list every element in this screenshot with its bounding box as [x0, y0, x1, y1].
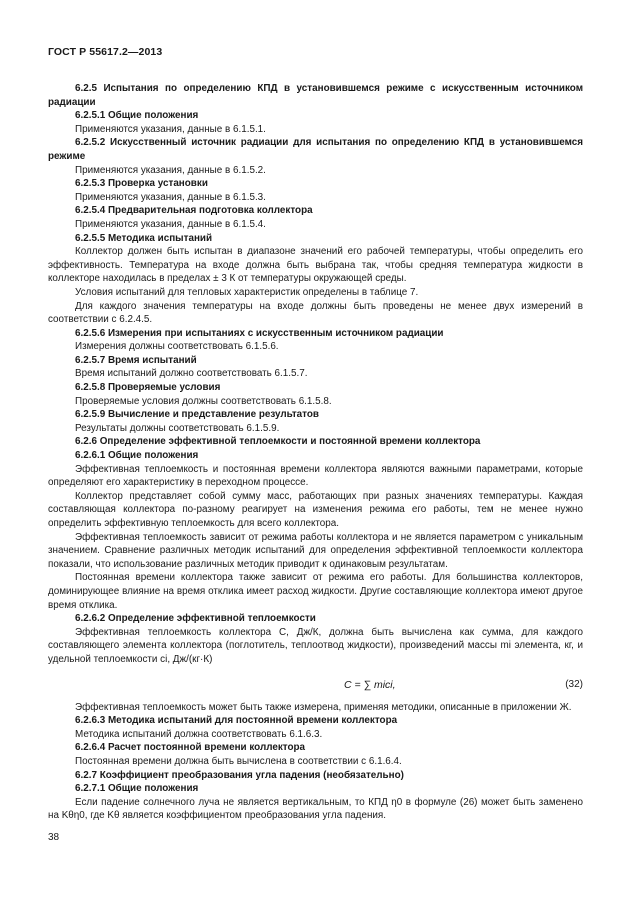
document-page	[48, 46, 583, 823]
formula-expression: C = ∑ mici,	[344, 678, 396, 691]
body-paragraph: Применяются указания, данные в 6.1.5.4.	[75, 218, 266, 230]
body-paragraph: Эффективная теплоемкость может быть также измерена, применяя методики, описанные в приложении Ж.	[75, 701, 572, 713]
section-heading: 6.2.6.3 Методика испытаний для постоянной времени коллектора	[75, 715, 398, 727]
section-heading: 6.2.6 Определение эффективной теплоемкости и постоянной времени коллектора	[75, 436, 481, 448]
body-paragraph: Методика испытаний должна соответствовать 6.1.6.3.	[75, 728, 323, 740]
body-paragraph: Коллектор представляет собой сумму масс, работающих при разных значениях температуры. Каждая составляющая коллектора по-разному реагирует на изменения режима его работы, тем не менее нужно определить эффективную теплоемкость для всего коллектора.	[48, 490, 583, 529]
body-paragraph: Применяются указания, данные в 6.1.5.3.	[75, 191, 266, 203]
body-paragraph: Результаты должны соответствовать 6.1.5.9.	[75, 422, 280, 434]
body-paragraph: Эффективная теплоемкость и постоянная времени коллектора являются важными параметрами, которые определяют его характеристику в переходном процессе.	[48, 463, 583, 489]
section-heading: 6.2.7 Коэффициент преобразования угла падения (необязательно)	[75, 769, 404, 781]
section-heading: 6.2.6.1 Общие положения	[75, 450, 199, 462]
document-header: ГОСТ Р 55617.2—2013	[48, 46, 163, 58]
section-heading: 6.2.5.7 Время испытаний	[75, 354, 197, 366]
section-heading: 6.2.7.1 Общие положения	[75, 783, 199, 795]
page-number: 38	[48, 832, 60, 843]
section-heading: 6.2.5.2 Искусственный источник радиации для испытания по определению КПД в установившемся режиме	[48, 137, 583, 162]
section-heading: 6.2.6.4 Расчет постоянной времени коллектора	[75, 742, 306, 754]
content-section-after-formula	[48, 701, 583, 823]
body-paragraph: Постоянная времени должна быть вычислена в соответствии с 6.1.6.4.	[75, 755, 402, 767]
body-paragraph: Если падение солнечного луча не является вертикальным, то КПД η0 в формуле (26) может быть заменено на Kθη0, где Kθ является коэффициентом преобразования угла падения.	[48, 796, 583, 822]
body-paragraph: Проверяемые условия должны соответствовать 6.1.5.8.	[75, 395, 332, 407]
section-heading: 6.2.5.5 Методика испытаний	[75, 232, 213, 244]
body-paragraph: Условия испытаний для тепловых характеристик определены в таблице 7.	[75, 286, 419, 298]
section-heading: 6.2.5.4 Предварительная подготовка коллектора	[75, 205, 313, 217]
section-heading: 6.2.5.3 Проверка установки	[75, 178, 208, 190]
section-heading: 6.2.5.9 Вычисление и представление результатов	[75, 409, 319, 421]
section-heading: 6.2.6.2 Определение эффективной теплоемкости	[75, 613, 316, 625]
body-paragraph: Постоянная времени коллектора также зависит от режима его работы. Для большинства коллекторов, доминирующее влияние на время отклика имеет расход жидкости. Другие составляющие коллектора имеют другое время отклика.	[48, 572, 583, 611]
section-heading: 6.2.5.6 Измерения при испытаниях с искусственным источником радиации	[75, 327, 444, 339]
section-heading: 6.2.5.1 Общие положения	[75, 110, 199, 122]
formula-block	[48, 671, 583, 701]
section-heading: 6.2.5 Испытания по определению КПД в установившемся режиме с искусственным источником радиации	[48, 83, 583, 108]
body-paragraph: Коллектор должен быть испытан в диапазоне значений его рабочей температуры, чтобы определить его эффективность. Температура на входе должна быть выбрана так, чтобы средняя температура жидкости в коллекторе находилась в пределах ± 3 К от температуры окружающей среды.	[48, 246, 583, 285]
body-paragraph: Время испытаний должно соответствовать 6.1.5.7.	[75, 368, 308, 380]
body-paragraph: Для каждого значения температуры на входе должны быть проведены не менее двух измерений в соответствии с 6.2.4.5.	[48, 300, 583, 326]
body-paragraph: Эффективная теплоемкость зависит от режима работы коллектора и не является параметром с уникальным значением. Сравнение различных методик испытаний для определения эффективной теплоемкости коллектора показали, что использование различных методик приводит к одинаковым результатам.	[48, 531, 583, 570]
formula-number: (32)	[565, 678, 583, 690]
body-paragraph: Эффективная теплоемкость коллектора C, Дж/К, должна быть вычислена как сумма, для каждого составляющего элемента коллектора (поглотитель, теплоотвод жидкости), произведений массы mi элемента, кг, и удельной теплоемкости ci, Дж/(кг·К)	[48, 626, 583, 665]
body-paragraph: Применяются указания, данные в 6.1.5.1.	[75, 123, 266, 135]
body-paragraph: Применяются указания, данные в 6.1.5.2.	[75, 164, 266, 176]
body-paragraph: Измерения должны соответствовать 6.1.5.6.	[75, 341, 279, 353]
content-section	[48, 82, 583, 667]
section-heading: 6.2.5.8 Проверяемые условия	[75, 382, 221, 394]
